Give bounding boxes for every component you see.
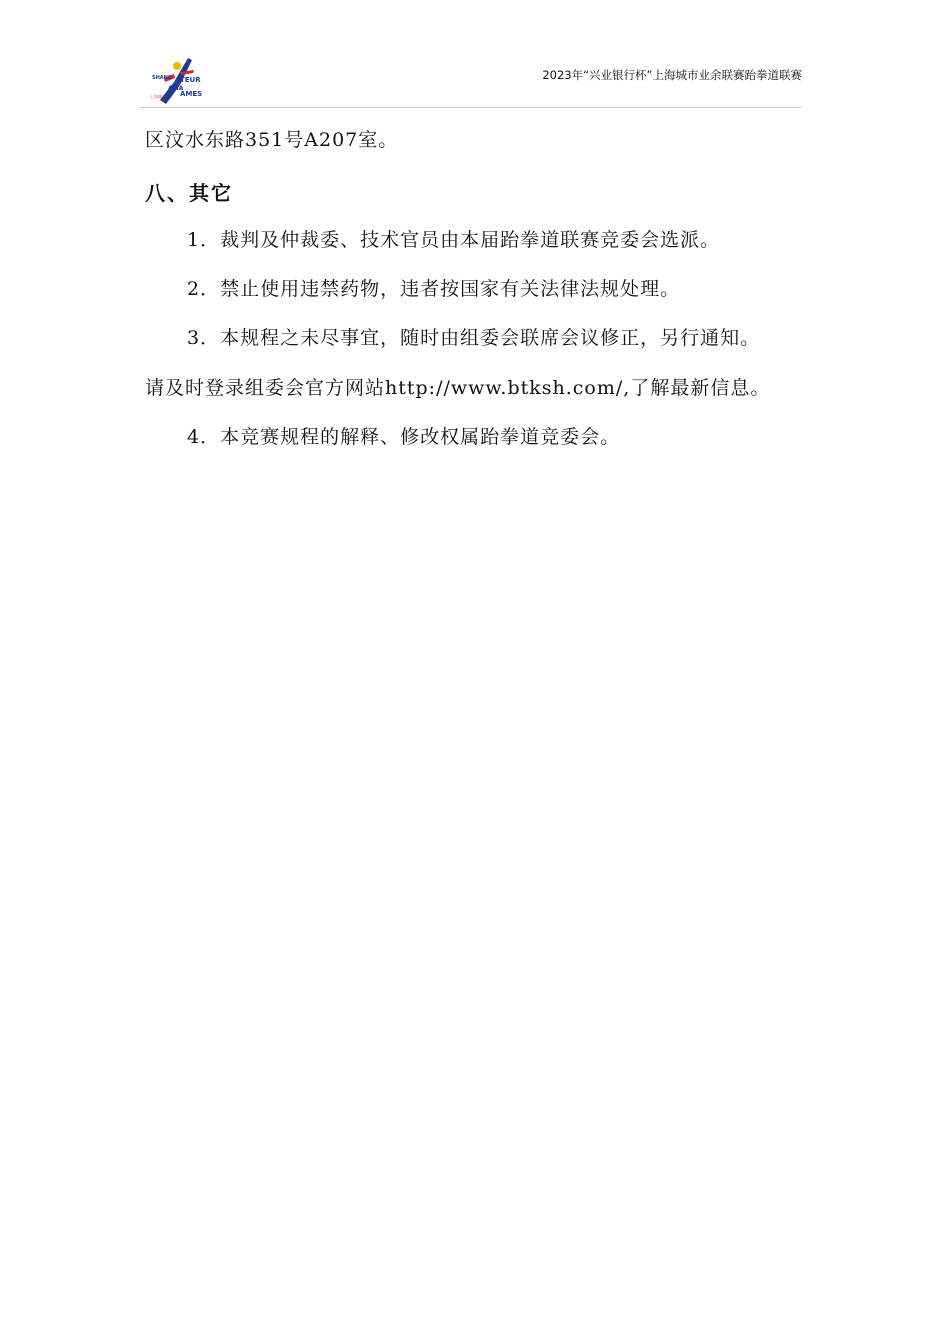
list-item: 2．禁止使用违禁药物，违者按国家有关法律法规处理。: [187, 278, 681, 300]
svg-text:上海城市: 上海城市: [150, 94, 166, 99]
list-item: 4．本竞赛规程的解释、修改权属跆拳道竞委会。: [187, 426, 621, 448]
svg-text:AMES: AMES: [180, 90, 203, 98]
header-divider: [140, 107, 802, 108]
svg-text:AMA: AMA: [168, 85, 184, 92]
list-item-continuation: 请及时登录组委会官方网站http://www.btksh.com/,了解最新信息。: [145, 377, 771, 399]
section-heading-others: 八、其它: [145, 181, 233, 205]
page-header: [140, 46, 802, 108]
list-item: 1．裁判及仲裁委、技术官员由本届跆拳道联赛竞委会选派。: [187, 229, 721, 251]
svg-text:TEUR: TEUR: [180, 76, 201, 84]
address-continuation: 区汶水东路351号A207室。: [145, 129, 399, 151]
list-item: 3．本规程之未尽事宜，随时由组委会联席会议修正，另行通知。: [187, 327, 761, 349]
svg-text:SHANG: SHANG: [152, 75, 172, 81]
shanghai-amateur-games-logo-icon: [144, 52, 204, 106]
header-title: 2023年“兴业银行杯”上海城市业余联赛跆拳道联赛: [542, 68, 802, 82]
